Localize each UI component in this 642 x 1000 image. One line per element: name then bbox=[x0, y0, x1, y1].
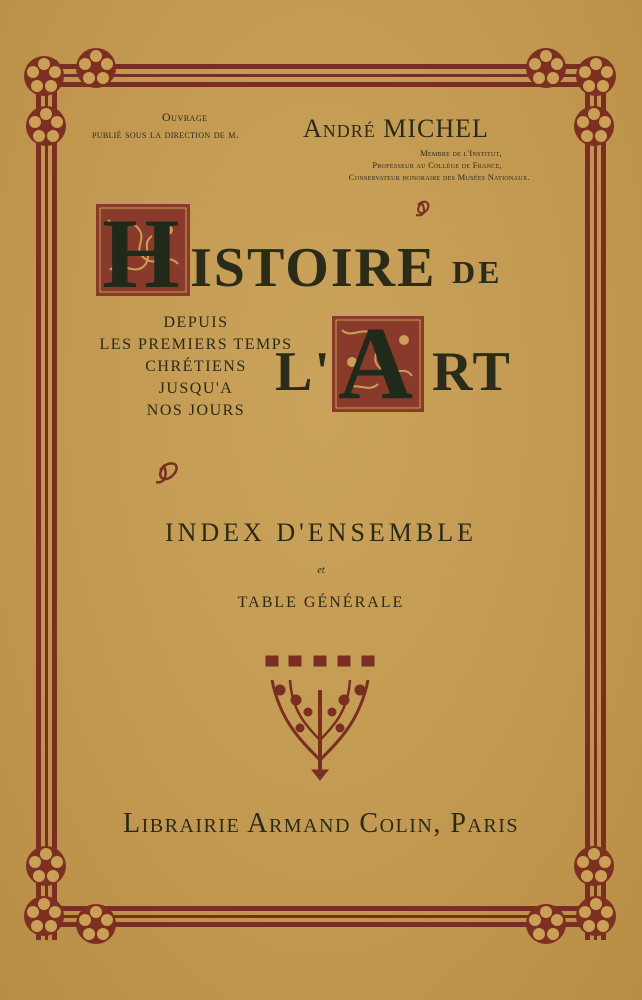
editor-title-line: Professeur au Collège de France, bbox=[372, 160, 502, 170]
title-word-histoire: ISTOIRE bbox=[190, 237, 437, 299]
title-word-l: L' bbox=[275, 341, 332, 403]
header-direction-line: publié sous la direction de m. bbox=[92, 127, 239, 141]
subtitle-line: DEPUIS bbox=[163, 314, 229, 331]
title-word-de: DE bbox=[452, 254, 503, 290]
publisher-line: Librairie Armand Colin, Paris bbox=[123, 808, 519, 839]
title-word-art: RT bbox=[432, 341, 512, 403]
subtitle-line: JUSQU'A bbox=[158, 380, 234, 397]
index-title: INDEX D'ENSEMBLE bbox=[164, 518, 478, 547]
header-ouvrage: Ouvrage bbox=[162, 110, 208, 124]
title-initial-h: H bbox=[102, 198, 180, 309]
editor-name: André MICHEL bbox=[303, 114, 489, 143]
table-title: TABLE GÉNÉRALE bbox=[237, 594, 405, 611]
editor-title-line: Conservateur honoraire des Musées Nationaux. bbox=[348, 172, 530, 182]
subtitle-line: CHRÉTIENS bbox=[145, 358, 247, 375]
squiggle-ornament bbox=[416, 202, 428, 216]
subtitle-line: NOS JOURS bbox=[146, 402, 246, 419]
plant-ornament bbox=[266, 656, 374, 780]
subtitle-line: LES PREMIERS TEMPS bbox=[99, 336, 293, 353]
editor-title-line: Membre de l'Institut, bbox=[420, 148, 502, 158]
squiggle-ornament bbox=[156, 463, 177, 482]
connector-et: et bbox=[317, 565, 325, 576]
title-initial-a: A bbox=[338, 306, 414, 421]
